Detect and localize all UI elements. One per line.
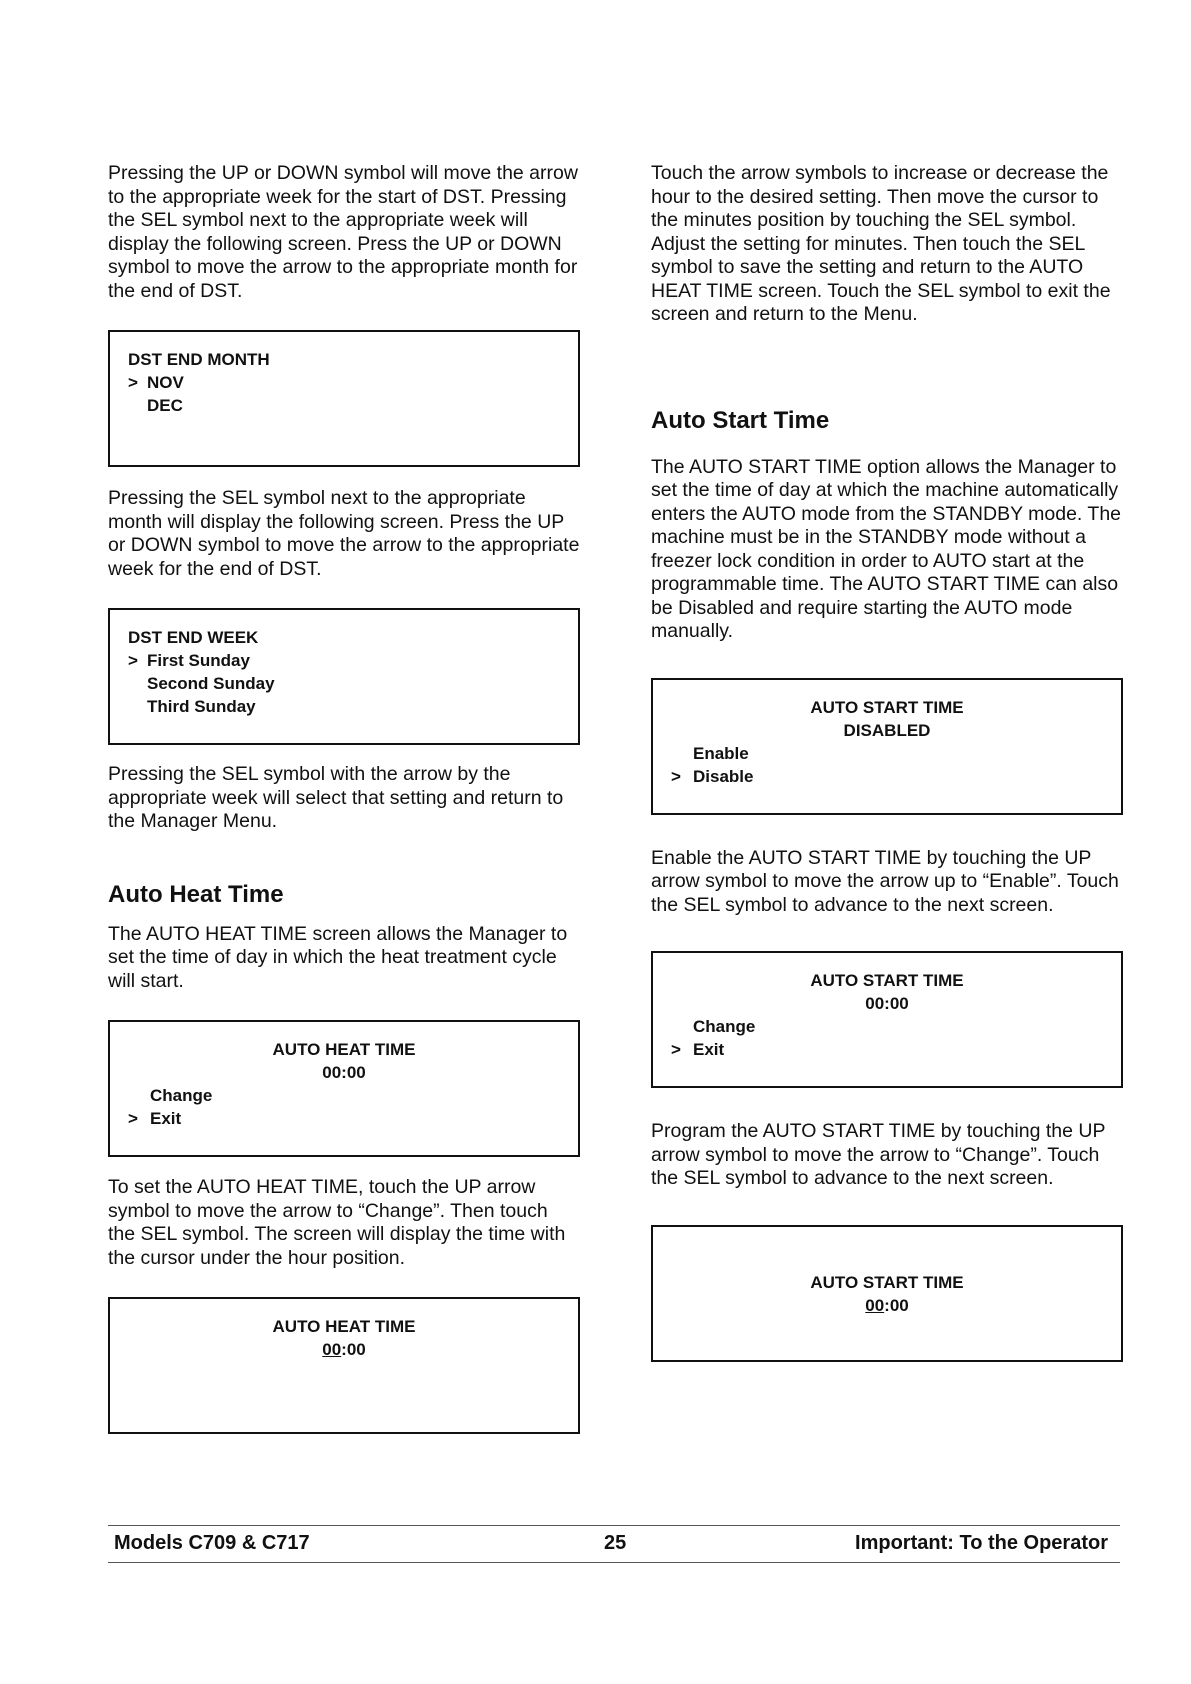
option-row <box>128 394 560 417</box>
screen-auto-heat-time <box>108 1020 580 1157</box>
screen-title: DST END MONTH <box>128 350 270 369</box>
minutes: :00 <box>341 1340 366 1359</box>
option-second-sunday: Second Sunday <box>147 674 275 693</box>
option-row <box>128 649 560 672</box>
paragraph-auto-heat-intro: The AUTO HEAT TIME screen allows the Manager to set the time of day in which the heat treatment cycle will start. <box>108 922 568 992</box>
footer-models: Models C709 & C717 <box>114 1532 310 1554</box>
screen-auto-start-time-edit <box>651 1225 1123 1362</box>
option-row <box>128 371 560 394</box>
option-first-sunday: First Sunday <box>147 651 250 670</box>
screen-auto-start-time <box>651 951 1123 1088</box>
heading-auto-start-time: Auto Start Time <box>651 406 830 434</box>
screen-auto-heat-time-edit <box>108 1297 580 1434</box>
option-row <box>128 1084 560 1107</box>
arrow-marker: > <box>128 651 138 670</box>
screen-title: DST END WEEK <box>128 628 259 647</box>
minutes: :00 <box>884 1295 909 1315</box>
paragraph-dst-start: Pressing the UP or DOWN symbol will move the arrow to the appropriate week for the start of DST. Pressing the SEL symbol next to the appropriate week will display the following screen. Press the UP or DOWN symbol to move the arrow to the appropriate month for the end of DST. <box>108 162 578 302</box>
option-exit: Exit <box>150 1109 182 1128</box>
paragraph-adjust-time: Touch the arrow symbols to increase or decrease the hour to the desired setting. Then move the cursor to the minutes position by touching the SEL symbol. Adjust the setting for minutes. Then touch the SEL symbol to save the setting and return to the AUTO HEAT TIME screen. Touch the SEL symbol to exit the screen and return to the Menu. <box>651 162 1111 325</box>
paragraph-select-week: Pressing the SEL symbol with the arrow by the appropriate week will select that setting and return to the Manager Menu. <box>108 763 564 832</box>
screen-time: 00:00 <box>865 994 909 1013</box>
screen-auto-start-disabled <box>651 678 1123 815</box>
option-third-sunday: Third Sunday <box>147 697 256 716</box>
option-exit: Exit <box>693 1040 725 1059</box>
arrow-marker: > <box>671 1040 681 1059</box>
option-change: Change <box>693 1017 756 1036</box>
option-row <box>128 1107 560 1130</box>
option-row <box>671 765 1103 788</box>
page-number: 25 <box>604 1532 627 1554</box>
option-disable: Disable <box>693 766 754 786</box>
screen-title: AUTO HEAT TIME <box>272 1317 416 1336</box>
hour-cursor: 00 <box>322 1340 342 1359</box>
footer-section-title: Important: To the Operator <box>855 1532 1108 1554</box>
screen-time <box>671 1294 1103 1317</box>
option-row <box>128 672 560 695</box>
screen-title: AUTO START TIME <box>810 971 964 990</box>
arrow-marker: > <box>128 1109 138 1128</box>
screen-status: DISABLED <box>843 720 931 740</box>
paragraph-auto-start-intro: The AUTO START TIME option allows the Manager to set the time of day at which the machine automatically enters the AUTO mode from the STANDBY mode. The machine must be in the STANDBY mode without a freezer lock condition in order to AUTO start at the programmable time. The AUTO START TIME can also be Disabled and require starting the AUTO mode manually. <box>651 455 1122 642</box>
screen-time: 00:00 <box>322 1063 366 1082</box>
option-nov: NOV <box>147 373 184 392</box>
left-column <box>108 162 580 1434</box>
screen-title: AUTO START TIME <box>810 1272 964 1292</box>
heading-auto-heat-time: Auto Heat Time <box>108 880 284 908</box>
option-row <box>671 742 1103 765</box>
option-enable: Enable <box>693 743 749 763</box>
screen-time <box>128 1338 560 1361</box>
screen-title: AUTO HEAT TIME <box>272 1040 416 1059</box>
screen-dst-end-month <box>108 330 580 467</box>
right-column <box>651 162 1123 1362</box>
option-row <box>671 1038 1103 1061</box>
paragraph-end-month: Pressing the SEL symbol next to the appropriate month will display the following screen. Press the UP or DOWN symbol to move the arrow to the appropriate week for the end of DST. <box>108 487 580 580</box>
paragraph-program-start: Program the AUTO START TIME by touching the UP arrow symbol to move the arrow to “Change”. Touch the SEL symbol to advance to the next screen. <box>651 1120 1106 1189</box>
screen-dst-end-week <box>108 608 580 745</box>
page-footer <box>108 1525 1120 1563</box>
arrow-marker: > <box>671 766 681 786</box>
option-row <box>128 695 560 718</box>
option-change: Change <box>150 1086 213 1105</box>
option-dec: DEC <box>147 396 183 415</box>
option-row <box>671 1015 1103 1038</box>
paragraph-set-heat-time: To set the AUTO HEAT TIME, touch the UP arrow symbol to move the arrow to “Change”. Then touch the SEL symbol. The screen will display the time with the cursor under the hour position. <box>108 1176 566 1269</box>
screen-title: AUTO START TIME <box>810 697 964 717</box>
paragraph-enable-start: Enable the AUTO START TIME by touching the UP arrow symbol to move the arrow up to “Enable”. Touch the SEL symbol to advance to the next screen. <box>651 846 1119 916</box>
hour-cursor: 00 <box>865 1295 885 1315</box>
arrow-marker: > <box>128 373 138 392</box>
